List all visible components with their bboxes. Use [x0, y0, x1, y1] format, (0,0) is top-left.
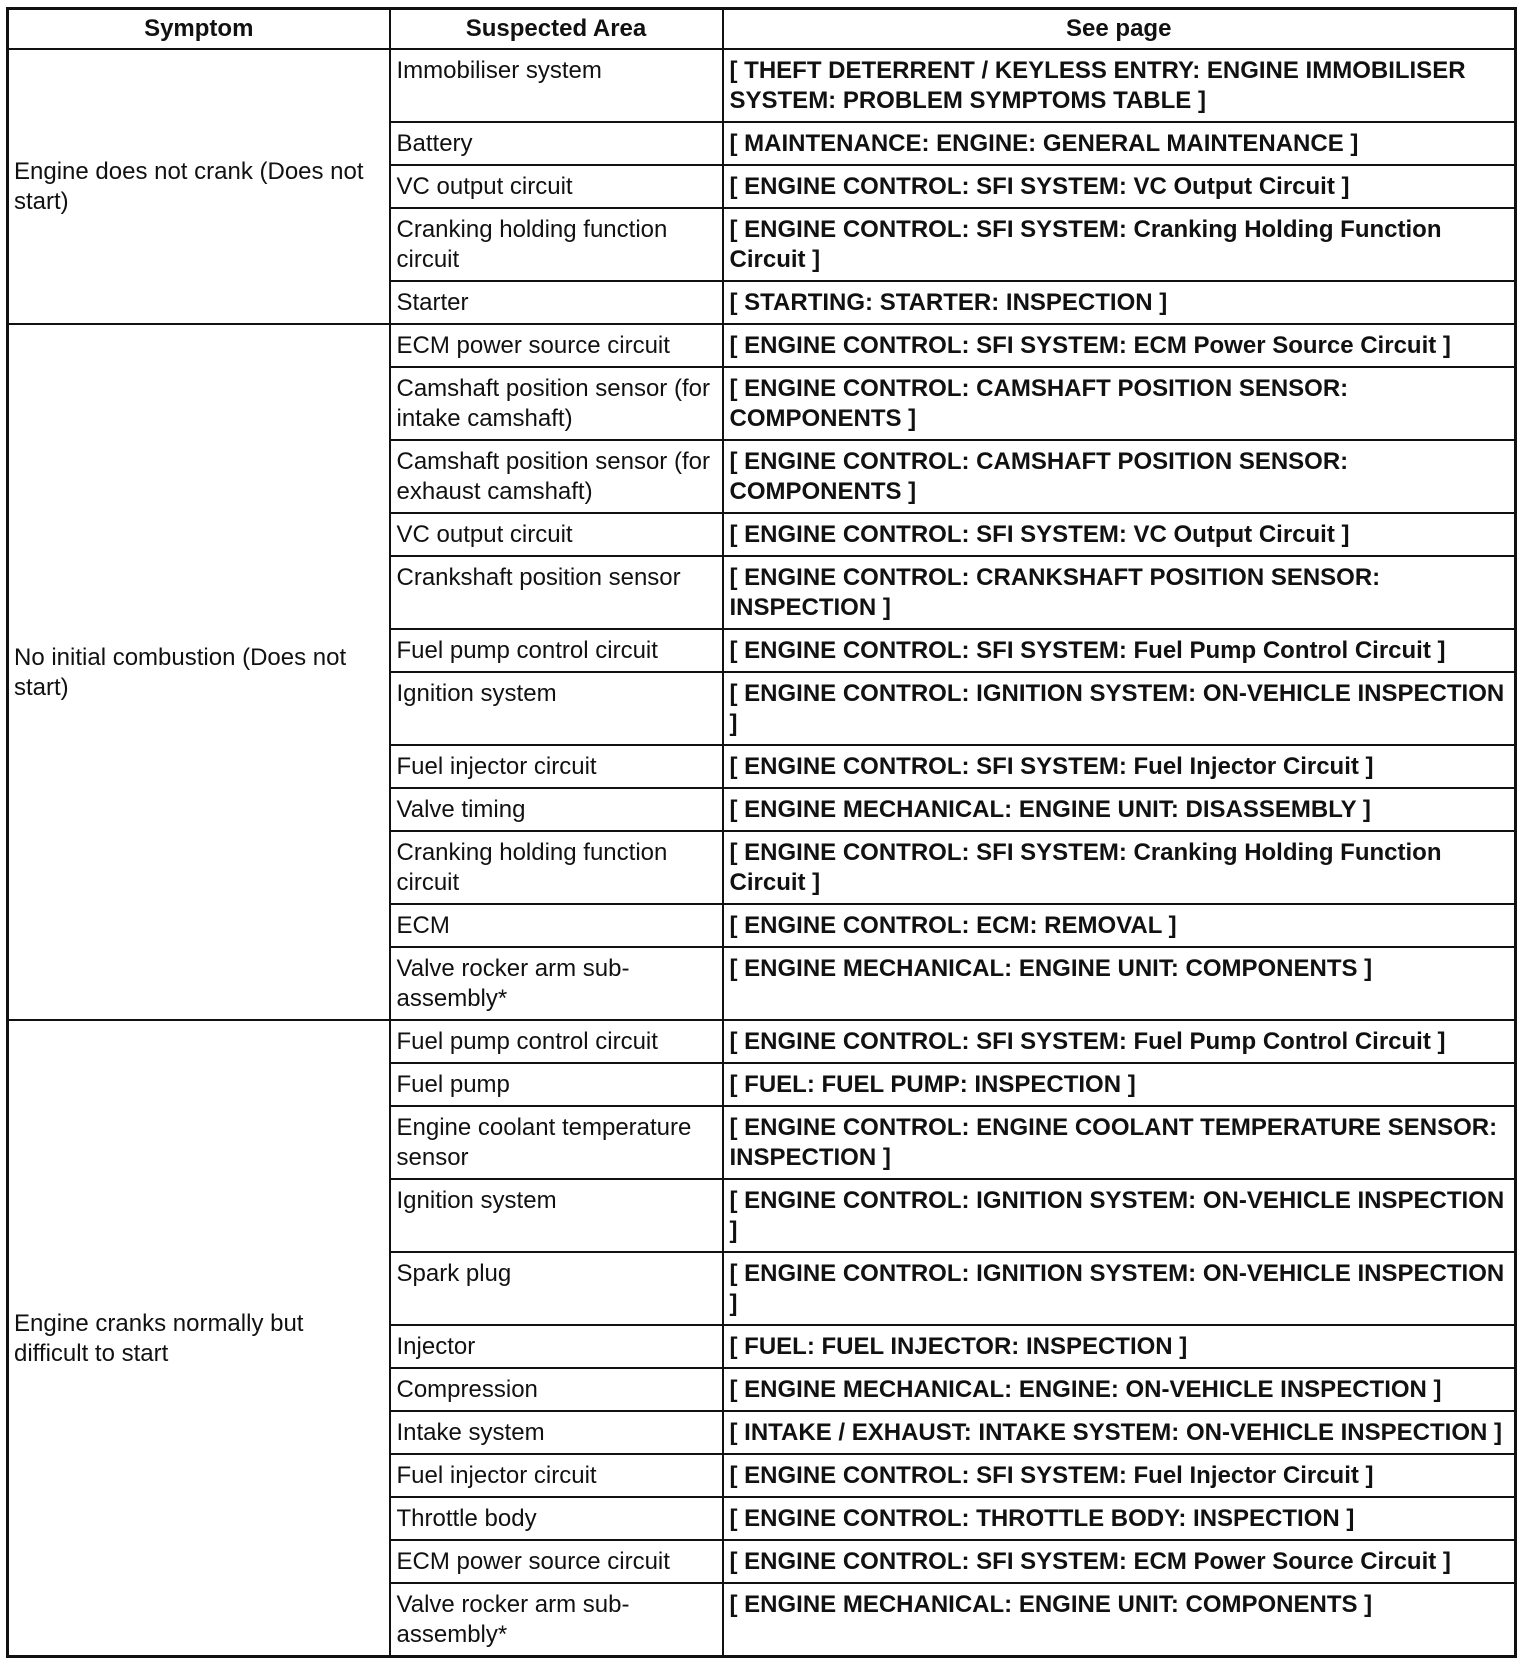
header-symptom: Symptom	[8, 9, 390, 50]
table-body	[8, 49, 1516, 1657]
problem-symptoms-table	[6, 7, 1517, 1658]
table-row	[8, 1020, 1516, 1063]
see-page-link[interactable]: [ ENGINE CONTROL: IGNITION SYSTEM: ON-VEHICLE INSPECTION ]	[723, 1252, 1516, 1325]
suspected-area-cell: VC output circuit	[390, 165, 723, 208]
see-page-link[interactable]: [ ENGINE CONTROL: SFI SYSTEM: VC Output Circuit ]	[723, 165, 1516, 208]
see-page-link[interactable]: [ ENGINE CONTROL: SFI SYSTEM: Fuel Pump Control Circuit ]	[723, 629, 1516, 672]
see-page-link[interactable]: [ ENGINE CONTROL: ECM: REMOVAL ]	[723, 904, 1516, 947]
suspected-area-cell: Camshaft position sensor (for exhaust camshaft)	[390, 440, 723, 513]
suspected-area-cell: ECM power source circuit	[390, 324, 723, 367]
suspected-area-cell: Battery	[390, 122, 723, 165]
see-page-link[interactable]: [ THEFT DETERRENT / KEYLESS ENTRY: ENGINE IMMOBILISER SYSTEM: PROBLEM SYMPTOMS TABLE ]	[723, 49, 1516, 122]
symptom-cell: No initial combustion (Does not start)	[8, 324, 390, 1020]
see-page-link[interactable]: [ ENGINE CONTROL: IGNITION SYSTEM: ON-VEHICLE INSPECTION ]	[723, 1179, 1516, 1252]
header-see-page: See page	[723, 9, 1516, 50]
suspected-area-cell: Intake system	[390, 1411, 723, 1454]
suspected-area-cell: Camshaft position sensor (for intake camshaft)	[390, 367, 723, 440]
see-page-link[interactable]: [ ENGINE CONTROL: CAMSHAFT POSITION SENSOR: COMPONENTS ]	[723, 440, 1516, 513]
suspected-area-cell: Valve timing	[390, 788, 723, 831]
suspected-area-cell: Spark plug	[390, 1252, 723, 1325]
suspected-area-cell: Fuel pump control circuit	[390, 1020, 723, 1063]
see-page-link[interactable]: [ ENGINE CONTROL: ENGINE COOLANT TEMPERATURE SENSOR: INSPECTION ]	[723, 1106, 1516, 1179]
suspected-area-cell: Engine coolant temperature sensor	[390, 1106, 723, 1179]
suspected-area-cell: Ignition system	[390, 1179, 723, 1252]
see-page-link[interactable]: [ ENGINE CONTROL: CRANKSHAFT POSITION SENSOR: INSPECTION ]	[723, 556, 1516, 629]
see-page-link[interactable]: [ ENGINE CONTROL: SFI SYSTEM: Cranking Holding Function Circuit ]	[723, 208, 1516, 281]
see-page-link[interactable]: [ ENGINE MECHANICAL: ENGINE UNIT: COMPONENTS ]	[723, 1583, 1516, 1657]
see-page-link[interactable]: [ ENGINE CONTROL: SFI SYSTEM: ECM Power Source Circuit ]	[723, 324, 1516, 367]
suspected-area-cell: Ignition system	[390, 672, 723, 745]
see-page-link[interactable]: [ ENGINE CONTROL: SFI SYSTEM: VC Output Circuit ]	[723, 513, 1516, 556]
see-page-link[interactable]: [ FUEL: FUEL PUMP: INSPECTION ]	[723, 1063, 1516, 1106]
suspected-area-cell: Injector	[390, 1325, 723, 1368]
suspected-area-cell: Valve rocker arm sub-assembly*	[390, 1583, 723, 1657]
see-page-link[interactable]: [ ENGINE MECHANICAL: ENGINE UNIT: DISASSEMBLY ]	[723, 788, 1516, 831]
see-page-link[interactable]: [ MAINTENANCE: ENGINE: GENERAL MAINTENANCE ]	[723, 122, 1516, 165]
suspected-area-cell: Crankshaft position sensor	[390, 556, 723, 629]
header-suspected-area: Suspected Area	[390, 9, 723, 50]
suspected-area-cell: ECM	[390, 904, 723, 947]
see-page-link[interactable]: [ ENGINE CONTROL: THROTTLE BODY: INSPECTION ]	[723, 1497, 1516, 1540]
see-page-link[interactable]: [ ENGINE CONTROL: SFI SYSTEM: ECM Power Source Circuit ]	[723, 1540, 1516, 1583]
suspected-area-cell: Fuel pump control circuit	[390, 629, 723, 672]
see-page-link[interactable]: [ ENGINE CONTROL: SFI SYSTEM: Fuel Injector Circuit ]	[723, 1454, 1516, 1497]
see-page-link[interactable]: [ ENGINE MECHANICAL: ENGINE UNIT: COMPONENTS ]	[723, 947, 1516, 1020]
see-page-link[interactable]: [ ENGINE CONTROL: CAMSHAFT POSITION SENSOR: COMPONENTS ]	[723, 367, 1516, 440]
suspected-area-cell: Starter	[390, 281, 723, 324]
problem-symptoms-table-sheet	[6, 7, 1514, 1658]
suspected-area-cell: Fuel injector circuit	[390, 1454, 723, 1497]
table-row	[8, 49, 1516, 122]
symptom-cell: Engine does not crank (Does not start)	[8, 49, 390, 324]
see-page-link[interactable]: [ ENGINE CONTROL: IGNITION SYSTEM: ON-VEHICLE INSPECTION ]	[723, 672, 1516, 745]
suspected-area-cell: Immobiliser system	[390, 49, 723, 122]
see-page-link[interactable]: [ STARTING: STARTER: INSPECTION ]	[723, 281, 1516, 324]
see-page-link[interactable]: [ ENGINE CONTROL: SFI SYSTEM: Fuel Pump Control Circuit ]	[723, 1020, 1516, 1063]
see-page-link[interactable]: [ ENGINE CONTROL: SFI SYSTEM: Fuel Injector Circuit ]	[723, 745, 1516, 788]
symptom-cell: Engine cranks normally but difficult to start	[8, 1020, 390, 1657]
suspected-area-cell: Fuel pump	[390, 1063, 723, 1106]
see-page-link[interactable]: [ FUEL: FUEL INJECTOR: INSPECTION ]	[723, 1325, 1516, 1368]
suspected-area-cell: Valve rocker arm sub-assembly*	[390, 947, 723, 1020]
suspected-area-cell: ECM power source circuit	[390, 1540, 723, 1583]
suspected-area-cell: Cranking holding function circuit	[390, 208, 723, 281]
suspected-area-cell: Compression	[390, 1368, 723, 1411]
header-row	[8, 9, 1516, 50]
suspected-area-cell: Throttle body	[390, 1497, 723, 1540]
suspected-area-cell: Fuel injector circuit	[390, 745, 723, 788]
suspected-area-cell: Cranking holding function circuit	[390, 831, 723, 904]
suspected-area-cell: VC output circuit	[390, 513, 723, 556]
see-page-link[interactable]: [ ENGINE CONTROL: SFI SYSTEM: Cranking Holding Function Circuit ]	[723, 831, 1516, 904]
see-page-link[interactable]: [ INTAKE / EXHAUST: INTAKE SYSTEM: ON-VEHICLE INSPECTION ]	[723, 1411, 1516, 1454]
see-page-link[interactable]: [ ENGINE MECHANICAL: ENGINE: ON-VEHICLE INSPECTION ]	[723, 1368, 1516, 1411]
table-row	[8, 324, 1516, 367]
